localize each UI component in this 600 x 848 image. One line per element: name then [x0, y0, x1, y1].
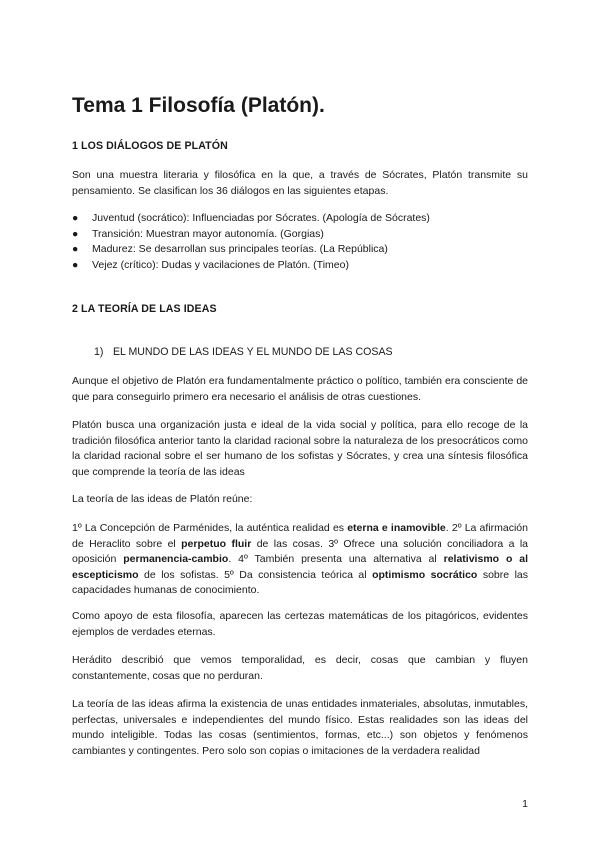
emphasis-perpetuo-fluir: perpetuo fluir: [181, 537, 252, 550]
list-item: ● Vejez (crítico): Dudas y vacilaciones de Platón. (Timeo): [72, 258, 430, 274]
bullet-icon: ●: [72, 243, 79, 256]
paragraph-pitagoricos: Como apoyo de esta filosofía, aparecen las certezas matemáticas de los pitagóricos, evidentes ejemplos de verdades eternas.: [72, 610, 528, 638]
bullet-icon: ●: [72, 212, 79, 224]
paragraph-organizacion: Platón busca una organización justa e ideal de la vida social y política, para ello recoge de la tradición filosófica anterior tanto la claridad racional sobre la naturaleza de los presocráticos como la claridad racional sobre el ser humano de los sofistas y Sócrates, y crea una síntesis filosófica que comprende la teoría de las ideas: [72, 419, 528, 478]
paragraph-teoria-ideas: La teoría de las ideas afirma la existencia de unas entidades inmateriales, absolutas, inmutables, perfectas, universales e independientes del mundo físico. Estas realidades son las ideas del mundo inteligible. Todas las cosas (sentimientos, formas, etc...) son objetos y fenómenos cambiantes y contingentes. Pero solo son copias o imitaciones de la verdadera realidad: [72, 698, 528, 757]
page-number: 1: [522, 798, 528, 810]
bullet-icon: ●: [72, 258, 79, 271]
paragraph-heraclito: Herádito describió que vemos temporalidad, es decir, cosas que cambian y fluyen constantemente, cosas que no perduran.: [72, 654, 528, 682]
list-item: ● Juventud (socrático): Influenciadas por Sócrates. (Apología de Sócrates): [72, 211, 430, 227]
bullet-icon: ●: [72, 227, 79, 240]
list-item: ● Transición: Muestran mayor autonomía. (Gorgias): [72, 227, 430, 243]
subsection-title: EL MUNDO DE LAS IDEAS Y EL MUNDO DE LAS COSAS: [112, 346, 393, 358]
section-heading-teoria: 2 LA TEORÍA DE LAS IDEAS: [72, 303, 217, 315]
subsection-heading: [94, 346, 393, 358]
section-heading-dialogos: 1 LOS DIÁLOGOS DE PLATÓN: [72, 140, 228, 152]
emphasis-eterna: eterna e inamovible: [347, 522, 446, 534]
subsection-number: 1): [94, 346, 104, 358]
emphasis-optimismo: optimismo socrático: [372, 568, 478, 581]
emphasis-permanencia-cambio: permanencia-cambio: [123, 553, 229, 566]
paragraph-objetivo: Aunque el objetivo de Platón era fundamentalmente práctico o político, también era consciente de que para conseguirlo primero era necesario el análisis de otras cuestiones.: [72, 375, 528, 403]
list-item: ● Madurez: Se desarrollan sus principales teorías. (La República): [72, 242, 430, 258]
emphasis-relativismo: relativismo o al escepticismo: [72, 553, 529, 581]
paragraph-concepciones: 1º La Concepción de Parménides, la auténtica realidad es eterna e inamovible. 2º La afirmación de Heraclito sobre el perpetuo fluir de las cosas. 3º Ofrece una solución conciliadora a la oposición permanencia-cambio. 4º También presenta una alternativa al relativismo o al escepticismo de los sofistas. 5º Da consistencia teórica al optimismo socrático sobre las capacidades humanas de conocimiento.: [72, 522, 529, 597]
paragraph-reune: La teoría de las ideas de Platón reúne:: [72, 493, 253, 505]
stages-list: [72, 211, 430, 273]
paragraph-dialogos-intro: Son una muestra literaria y filosófica en la que, a través de Sócrates, Platón transmite su pensamiento. Se clasifican los 36 diálogos en las siguientes etapas.: [72, 169, 528, 197]
page-title: Tema 1 Filosofía (Platón).: [72, 94, 325, 117]
